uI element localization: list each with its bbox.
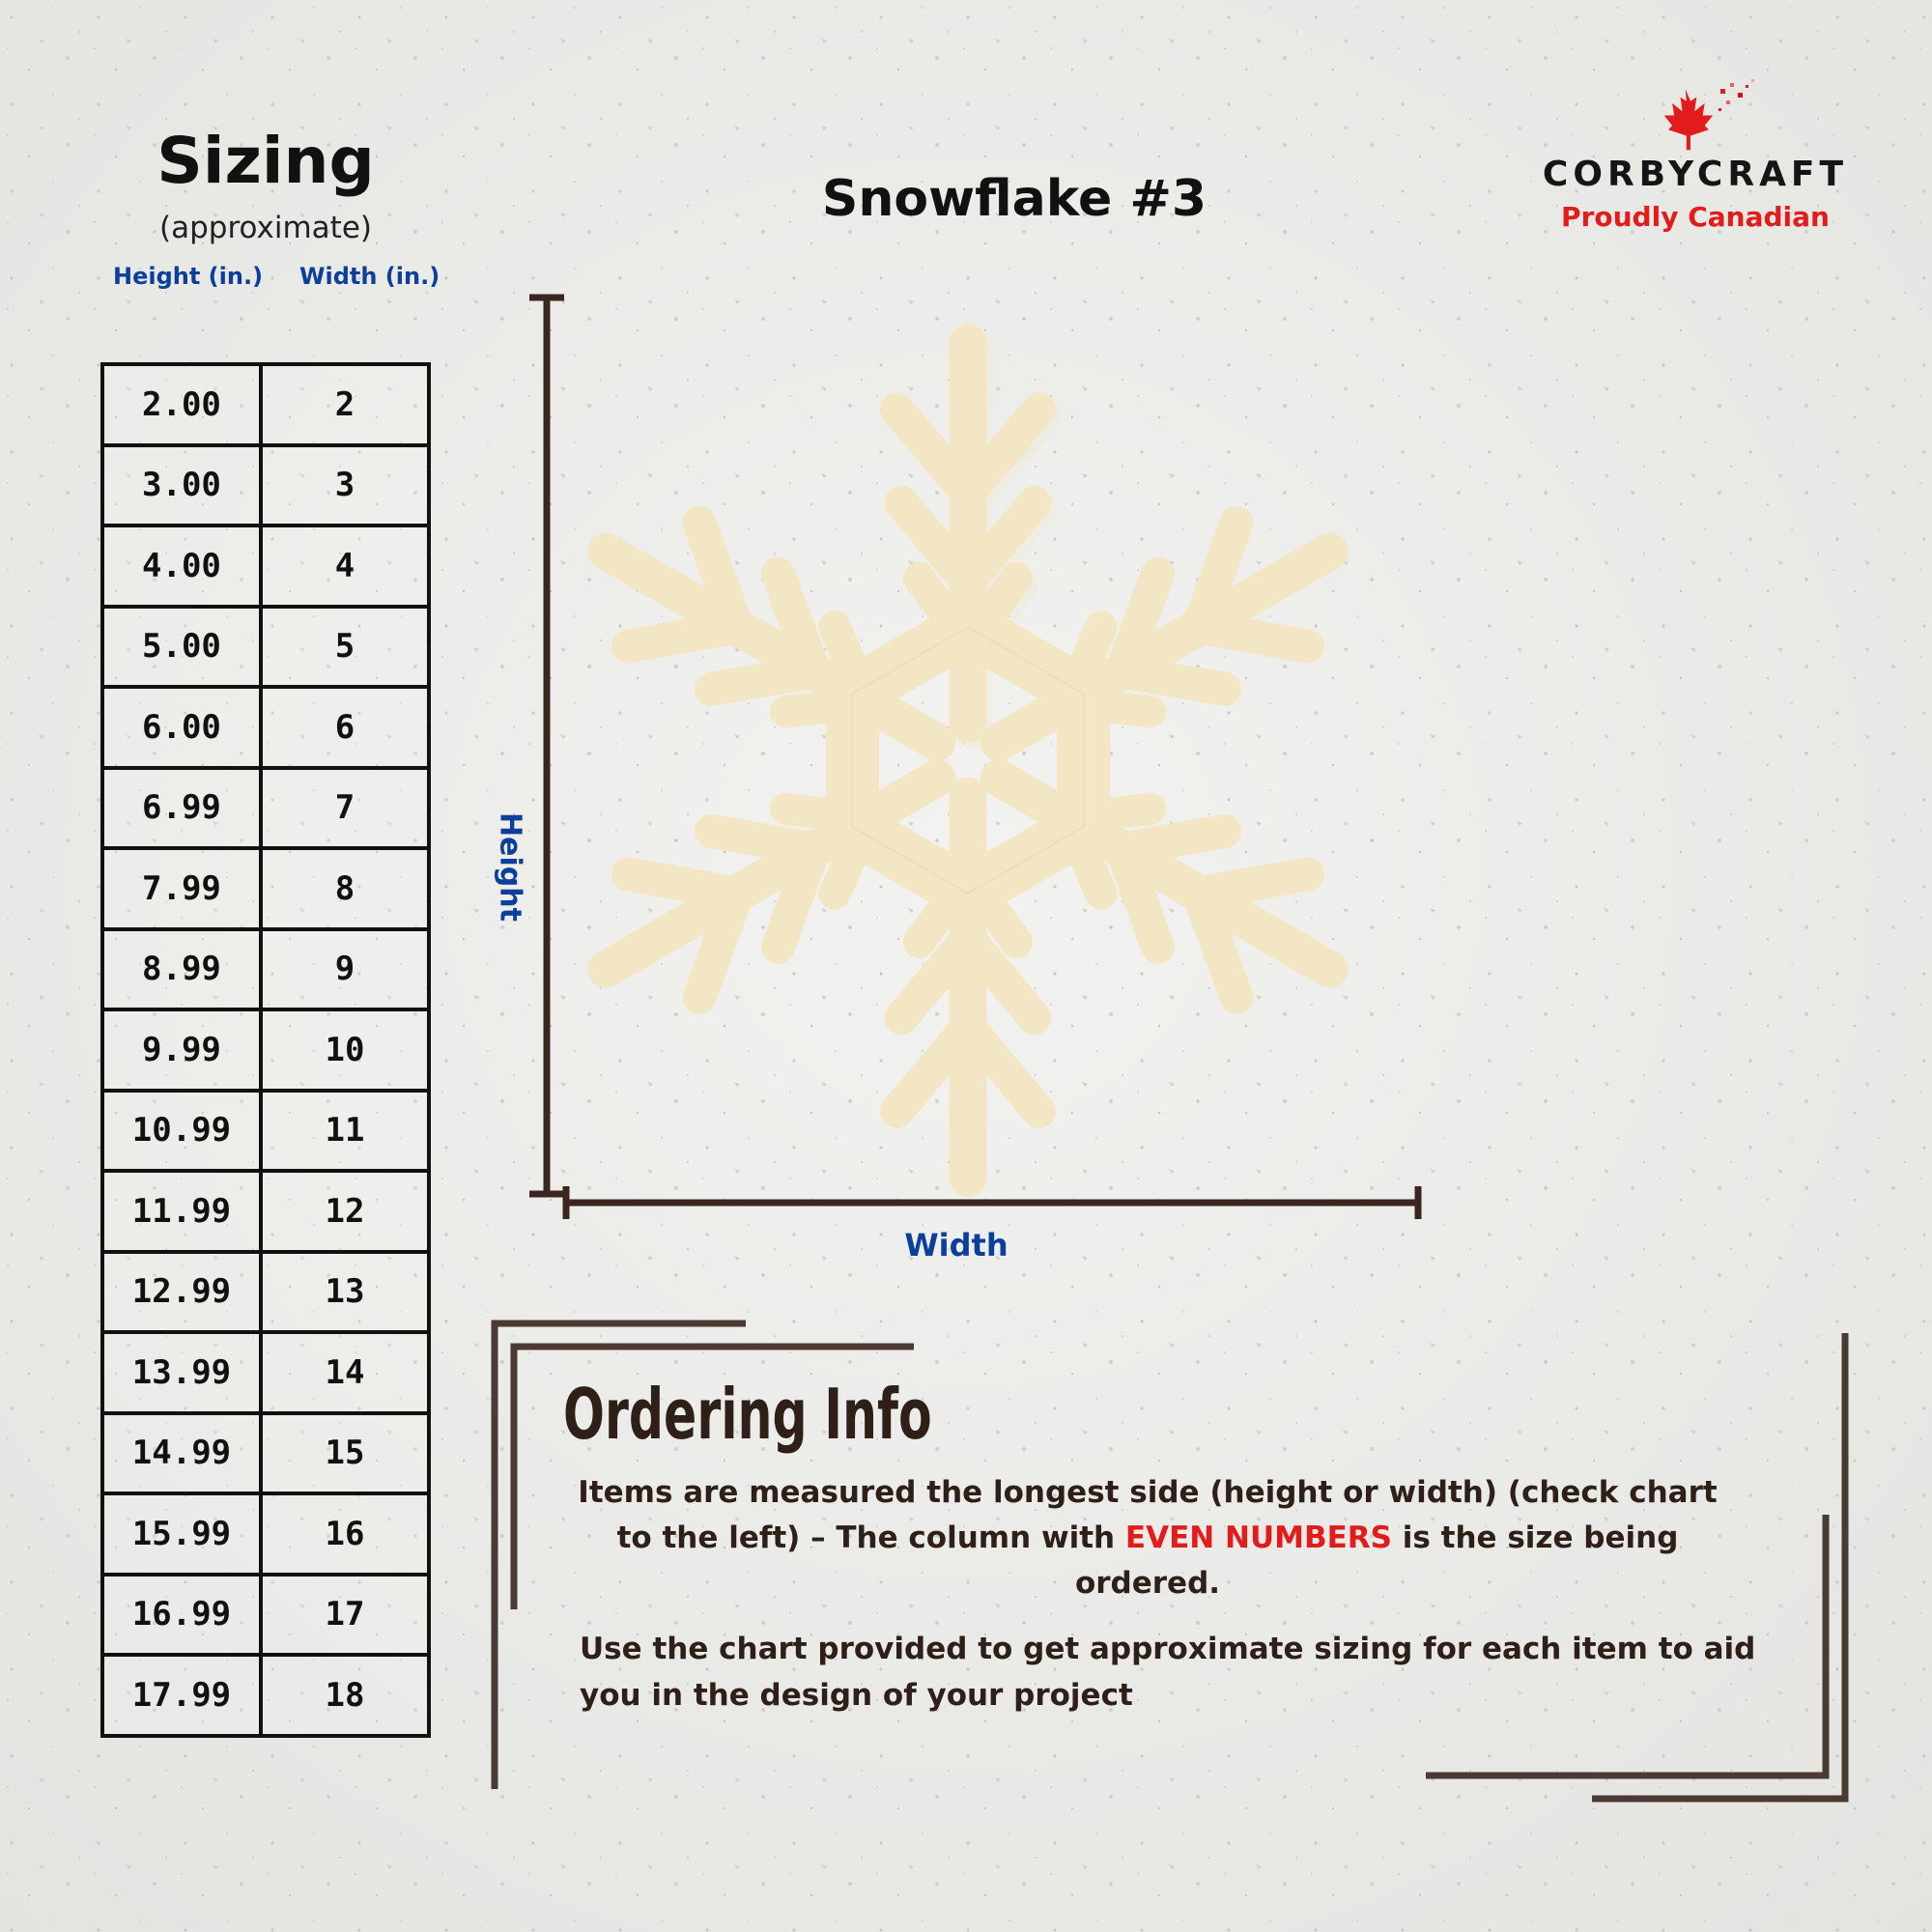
height-cell: 7.99 <box>102 848 261 929</box>
height-cell: 3.00 <box>102 445 261 526</box>
width-cell: 9 <box>261 929 429 1010</box>
height-cell: 6.99 <box>102 768 261 849</box>
height-cell: 9.99 <box>102 1009 261 1091</box>
width-cell: 7 <box>261 768 429 849</box>
height-cell: 17.99 <box>102 1655 261 1736</box>
width-cell: 3 <box>261 445 429 526</box>
width-label: Width <box>904 1227 1009 1264</box>
ordering-info-paragraph-1 <box>578 1470 1718 1606</box>
height-cell: 4.00 <box>102 526 261 607</box>
height-dimension-line <box>529 298 564 1194</box>
height-cell: 14.99 <box>102 1413 261 1494</box>
width-cell: 10 <box>261 1009 429 1091</box>
height-cell: 15.99 <box>102 1493 261 1575</box>
height-label: Height <box>493 812 527 922</box>
product-title: Snowflake #3 <box>821 170 1208 228</box>
height-cell: 8.99 <box>102 929 261 1010</box>
ordering-info-title: Ordering Info <box>563 1374 932 1455</box>
width-cell: 4 <box>261 526 429 607</box>
height-column-header: Height (in.) <box>113 263 264 290</box>
width-dimension-line <box>566 1186 1418 1219</box>
width-cell: 2 <box>261 364 429 445</box>
ordering-info-paragraph-2: Use the chart provided to get approximate sizing for each item to aid you in the design of your project <box>580 1632 1756 1713</box>
width-cell: 13 <box>261 1252 429 1333</box>
height-cell: 12.99 <box>102 1252 261 1333</box>
height-cell: 10.99 <box>102 1091 261 1172</box>
ordering-text-after: is the size being ordered. <box>1074 1520 1679 1601</box>
width-cell: 15 <box>261 1413 429 1494</box>
brand-wordmark: CORBYCRAFT <box>1542 155 1849 194</box>
height-cell: 5.00 <box>102 607 261 688</box>
height-cell: 13.99 <box>102 1332 261 1413</box>
even-numbers-highlight: EVEN NUMBERS <box>1124 1520 1392 1555</box>
sizing-subtitle: (approximate) <box>159 211 372 245</box>
width-column-header: Width (in.) <box>299 263 440 290</box>
brand-tagline: Proudly Canadian <box>1561 201 1830 233</box>
height-cell: 2.00 <box>102 364 261 445</box>
height-cell: 16.99 <box>102 1575 261 1656</box>
width-cell: 5 <box>261 607 429 688</box>
height-cell: 6.00 <box>102 687 261 768</box>
width-cell: 6 <box>261 687 429 768</box>
width-cell: 8 <box>261 848 429 929</box>
height-cell: 11.99 <box>102 1171 261 1252</box>
snowflake-image <box>571 343 1366 1179</box>
width-cell: 17 <box>261 1575 429 1656</box>
width-cell: 12 <box>261 1171 429 1252</box>
width-cell: 16 <box>261 1493 429 1575</box>
width-cell: 14 <box>261 1332 429 1413</box>
ordering-text-before: Items are measured the longest side (height or width) (check chart to the left) – The column with <box>578 1475 1718 1555</box>
sizing-title: Sizing <box>156 124 375 198</box>
width-cell: 18 <box>261 1655 429 1736</box>
width-cell: 11 <box>261 1091 429 1172</box>
